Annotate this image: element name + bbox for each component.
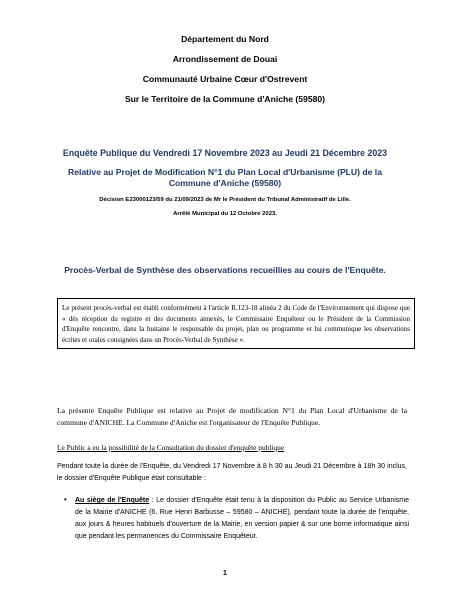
territoire-line: Sur le Territoire de la Commune d'Aniche (59580)	[124, 94, 326, 104]
page-title: Procès-Verbal de Synthèse des observations recueillies au cours de l'Enquête.	[64, 265, 386, 275]
bullet-item	[64, 495, 409, 543]
legal-notice-box: Le présent procès-verbal est établi conformément à l'article R.123-18 alinéa 2 du Code de l'Environnement qui dispose que « dès réception du registre et des documents annexés, le Commissaire Enquêteur ou le Président de la Commission d'Enquête rencontre, dans la huitaine le responsable du projet, plan ou programme et lui communique les observations écrites et orales consignées dans un Procès-Verbal de Synthèse ».	[57, 298, 415, 349]
bullet-body: : Le dossier d'Enquête était tenu à la disposition du Public au Service Urbanisme de la Mairie d'ANICHE (6, Rue Henri Barbusse – 59580 – ANICHE), pendant toute la durée de l'enquête, aux jours & heures habituels d'ouverture de la Mairie, en version papier & sur une borne informatique ainsi que pendant les permanences du Commissaire Enquêteur.	[75, 497, 409, 540]
page-number: 1	[223, 570, 227, 577]
arrete-municipal: Arrêté Municipal du 12 Octobre 2023.	[173, 211, 277, 217]
enquete-block	[40, 148, 410, 218]
arrondissement-line: Arrondissement de Douai	[172, 54, 278, 64]
document-header	[0, 34, 450, 105]
consultation-paragraph: Pendant toute la durée de l'Enquête, du Vendredi 17 Novembre à 8 h 30 au Jeudi 21 Décembre à 18h 30 inclus, le dossier d'Enquête Publique était consultable :	[57, 463, 407, 482]
bullet-dot: •	[64, 495, 67, 504]
department-line: Département du Nord	[181, 34, 269, 44]
bullet-text	[75, 495, 409, 543]
tribunal-decision: Décision E23000123/59 du 21/09/2023 de Mr le Président du Tribunal Administratif de Lille.	[99, 197, 351, 203]
enquete-dates: Enquête Publique du Vendredi 17 Novembre 2023 au Jeudi 21 Décembre 2023	[62, 148, 388, 158]
section-heading: Le Public a eu la possibilité de la Consultation du dossier d'enquête publique	[57, 443, 285, 452]
intro-paragraph: La présente Enquête Publique est relative au Projet de modification N°1 du Plan Local d'Urbanisme de la commune d'ANICHE. La Commune d'Aniche est l'organisateur de l'Enquête Publique.	[57, 406, 407, 427]
bullet-lead: Au siège de l'Enquête	[75, 497, 150, 504]
communaute-line: Communauté Urbaine Cœur d'Ostrevent	[142, 74, 308, 84]
enquete-objet: Relative au Projet de Modification N°1 du Plan Local d'Urbanisme (PLU) de la Commune d'Aniche (59580)	[68, 167, 382, 188]
